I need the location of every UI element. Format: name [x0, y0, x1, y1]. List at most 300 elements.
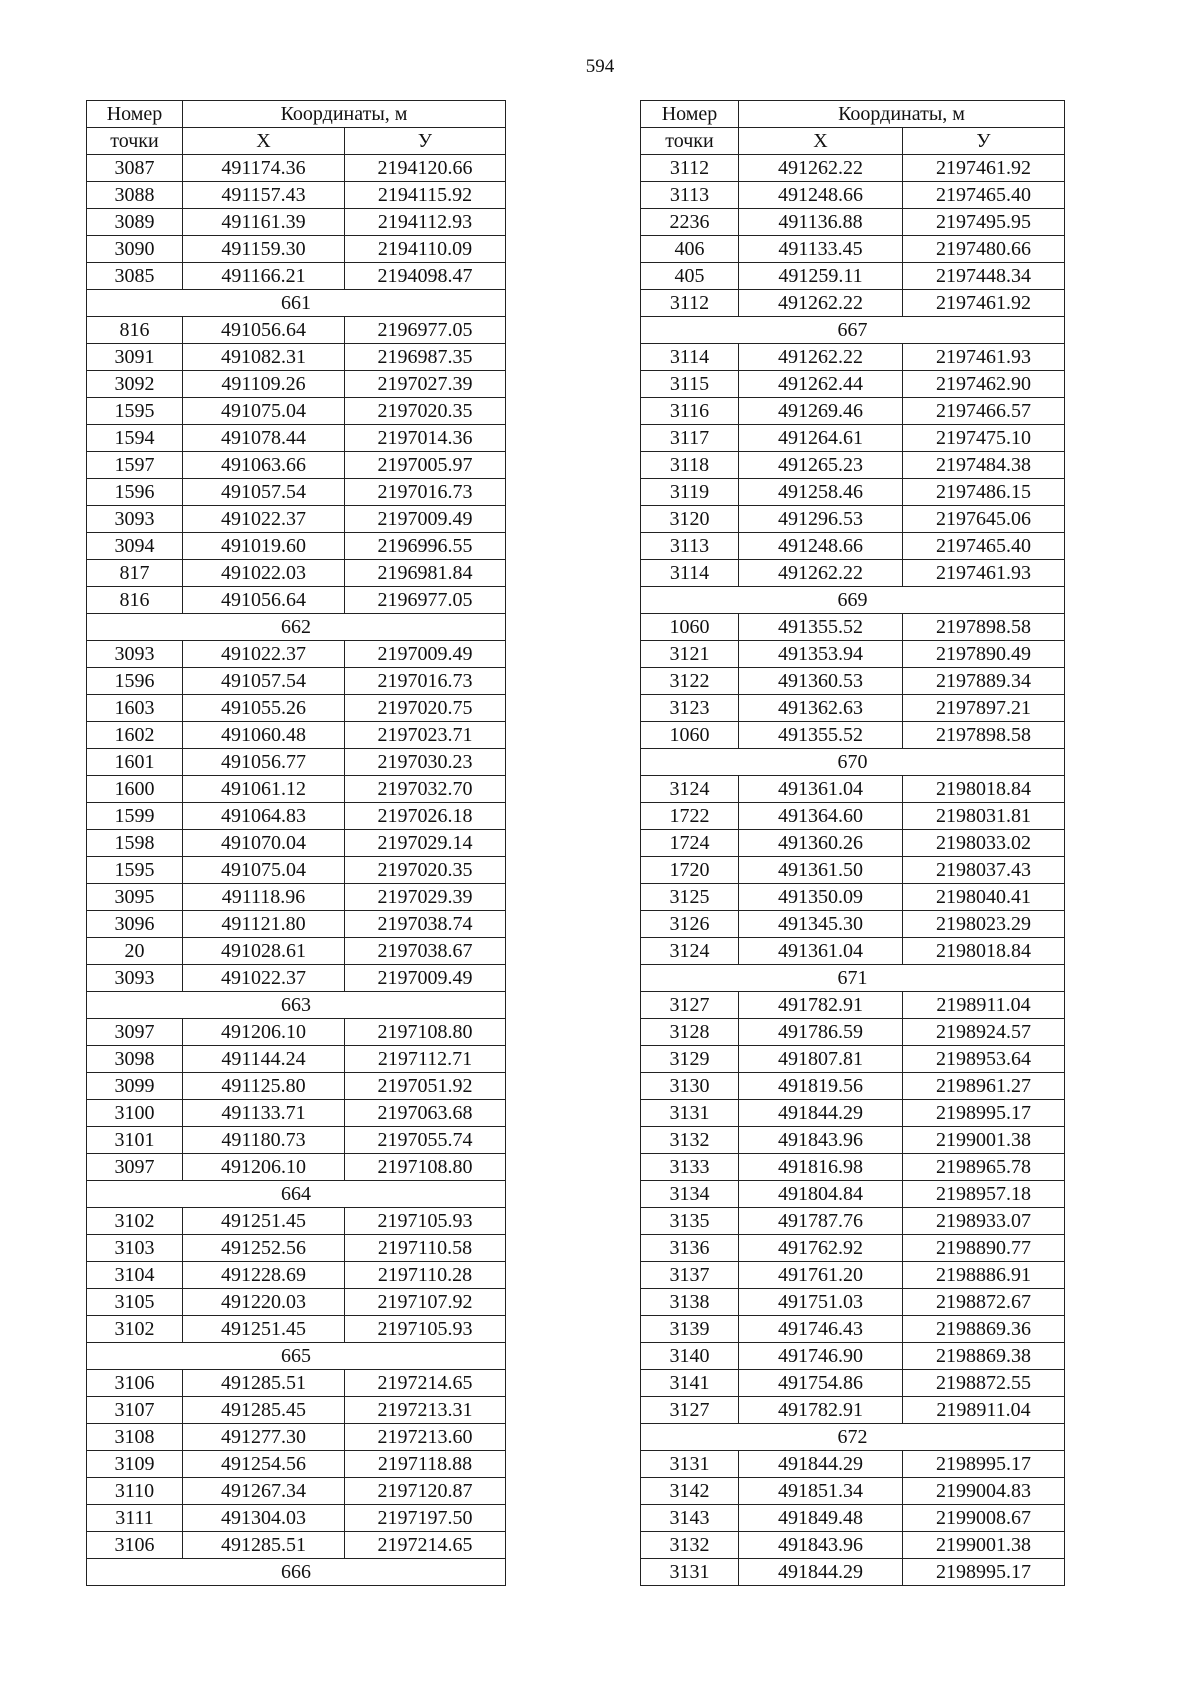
x-coordinate-cell: 491159.30: [183, 236, 345, 263]
point-number-cell: 1060: [641, 614, 739, 641]
point-number-cell: 1600: [87, 776, 183, 803]
section-row: [87, 290, 506, 317]
point-number-cell: 1598: [87, 830, 183, 857]
x-coordinate-cell: 491180.73: [183, 1127, 345, 1154]
y-coordinate-cell: 2197461.93: [903, 344, 1065, 371]
y-coordinate-cell: 2197108.80: [345, 1154, 506, 1181]
point-number-cell: 3130: [641, 1073, 739, 1100]
table-row: [641, 1370, 1065, 1397]
section-number: 663: [87, 992, 506, 1019]
y-coordinate-cell: 2199001.38: [903, 1127, 1065, 1154]
y-coordinate-cell: 2197898.58: [903, 614, 1065, 641]
y-coordinate-cell: 2197214.65: [345, 1370, 506, 1397]
point-number-cell: 3124: [641, 938, 739, 965]
y-coordinate-cell: 2197108.80: [345, 1019, 506, 1046]
x-coordinate-cell: 491028.61: [183, 938, 345, 965]
table-row: [87, 1451, 506, 1478]
y-coordinate-cell: 2198911.04: [903, 1397, 1065, 1424]
y-coordinate-cell: 2198869.36: [903, 1316, 1065, 1343]
point-number-cell: 3094: [87, 533, 183, 560]
x-coordinate-cell: 491022.37: [183, 506, 345, 533]
section-number: 670: [641, 749, 1065, 776]
y-coordinate-cell: 2196977.05: [345, 317, 506, 344]
point-number-cell: 3123: [641, 695, 739, 722]
y-coordinate-cell: 2197461.92: [903, 290, 1065, 317]
y-coordinate-cell: 2198995.17: [903, 1100, 1065, 1127]
header-x: Х: [183, 128, 345, 155]
x-coordinate-cell: 491816.98: [739, 1154, 903, 1181]
table-row: [87, 1100, 506, 1127]
point-number-cell: 20: [87, 938, 183, 965]
y-coordinate-cell: 2197213.31: [345, 1397, 506, 1424]
x-coordinate-cell: 491360.53: [739, 668, 903, 695]
table-row: [641, 1478, 1065, 1505]
point-number-cell: 3121: [641, 641, 739, 668]
point-number-cell: 3133: [641, 1154, 739, 1181]
point-number-cell: 3092: [87, 371, 183, 398]
y-coordinate-cell: 2197038.74: [345, 911, 506, 938]
header-y: У: [345, 128, 506, 155]
x-coordinate-cell: 491109.26: [183, 371, 345, 398]
x-coordinate-cell: 491304.03: [183, 1505, 345, 1532]
y-coordinate-cell: 2197016.73: [345, 479, 506, 506]
table-row: [641, 884, 1065, 911]
x-coordinate-cell: 491844.29: [739, 1100, 903, 1127]
x-coordinate-cell: 491762.92: [739, 1235, 903, 1262]
point-number-cell: 3143: [641, 1505, 739, 1532]
y-coordinate-cell: 2197020.35: [345, 398, 506, 425]
y-coordinate-cell: 2197486.15: [903, 479, 1065, 506]
y-coordinate-cell: 2197032.70: [345, 776, 506, 803]
table-row: [87, 1370, 506, 1397]
y-coordinate-cell: 2197465.40: [903, 182, 1065, 209]
table-row: [641, 1235, 1065, 1262]
table-row: [641, 1397, 1065, 1424]
y-coordinate-cell: 2198023.29: [903, 911, 1065, 938]
point-number-cell: 1595: [87, 398, 183, 425]
point-number-cell: 3127: [641, 992, 739, 1019]
x-coordinate-cell: 491754.86: [739, 1370, 903, 1397]
y-coordinate-cell: 2198872.67: [903, 1289, 1065, 1316]
x-coordinate-cell: 491804.84: [739, 1181, 903, 1208]
table-row: [641, 452, 1065, 479]
x-coordinate-cell: 491843.96: [739, 1532, 903, 1559]
point-number-cell: 3105: [87, 1289, 183, 1316]
x-coordinate-cell: 491350.09: [739, 884, 903, 911]
y-coordinate-cell: 2199004.83: [903, 1478, 1065, 1505]
table-row: [641, 1262, 1065, 1289]
section-row: [641, 317, 1065, 344]
x-coordinate-cell: 491056.77: [183, 749, 345, 776]
x-coordinate-cell: 491360.26: [739, 830, 903, 857]
x-coordinate-cell: 491259.11: [739, 263, 903, 290]
page-number: 594: [585, 56, 615, 77]
point-number-cell: 3131: [641, 1559, 739, 1586]
table-row: [87, 425, 506, 452]
table-row: [87, 668, 506, 695]
y-coordinate-cell: 2197029.14: [345, 830, 506, 857]
table-row: [87, 1289, 506, 1316]
header-y: У: [903, 128, 1065, 155]
x-coordinate-cell: 491174.36: [183, 155, 345, 182]
point-number-cell: 3135: [641, 1208, 739, 1235]
y-coordinate-cell: 2197029.39: [345, 884, 506, 911]
table-row: [87, 344, 506, 371]
table-row: [87, 263, 506, 290]
x-coordinate-cell: 491075.04: [183, 398, 345, 425]
y-coordinate-cell: 2197009.49: [345, 965, 506, 992]
section-row: [641, 965, 1065, 992]
point-number-cell: 1596: [87, 479, 183, 506]
section-row: [87, 1559, 506, 1586]
point-number-cell: 3112: [641, 155, 739, 182]
x-coordinate-cell: 491022.37: [183, 641, 345, 668]
x-coordinate-cell: 491136.88: [739, 209, 903, 236]
point-number-cell: 1602: [87, 722, 183, 749]
point-number-cell: 3095: [87, 884, 183, 911]
section-row: [87, 1181, 506, 1208]
table-row: [87, 182, 506, 209]
table-row: [641, 263, 1065, 290]
y-coordinate-cell: 2196987.35: [345, 344, 506, 371]
x-coordinate-cell: 491782.91: [739, 1397, 903, 1424]
point-number-cell: 3131: [641, 1451, 739, 1478]
y-coordinate-cell: 2199001.38: [903, 1532, 1065, 1559]
x-coordinate-cell: 491262.44: [739, 371, 903, 398]
section-number: 669: [641, 587, 1065, 614]
table-row: [87, 371, 506, 398]
x-coordinate-cell: 491761.20: [739, 1262, 903, 1289]
x-coordinate-cell: 491082.31: [183, 344, 345, 371]
x-coordinate-cell: 491296.53: [739, 506, 903, 533]
table-row: [641, 1208, 1065, 1235]
point-number-cell: 3126: [641, 911, 739, 938]
table-row: [641, 1100, 1065, 1127]
table-row: [87, 803, 506, 830]
x-coordinate-cell: 491262.22: [739, 290, 903, 317]
section-row: [641, 1424, 1065, 1451]
x-coordinate-cell: 491787.76: [739, 1208, 903, 1235]
y-coordinate-cell: 2197016.73: [345, 668, 506, 695]
table-row: [87, 1019, 506, 1046]
y-coordinate-cell: 2197107.92: [345, 1289, 506, 1316]
section-number: 672: [641, 1424, 1065, 1451]
point-number-cell: 3128: [641, 1019, 739, 1046]
y-coordinate-cell: 2194110.09: [345, 236, 506, 263]
table-row: [641, 425, 1065, 452]
x-coordinate-cell: 491285.45: [183, 1397, 345, 1424]
x-coordinate-cell: 491063.66: [183, 452, 345, 479]
table-row: [641, 1343, 1065, 1370]
table-row: [87, 938, 506, 965]
table-row: [641, 641, 1065, 668]
section-number: 666: [87, 1559, 506, 1586]
point-number-cell: 3117: [641, 425, 739, 452]
header-point-number: Номер: [641, 101, 739, 128]
table-row: [87, 398, 506, 425]
point-number-cell: 3132: [641, 1127, 739, 1154]
coordinates-table-right: [640, 100, 1065, 1586]
x-coordinate-cell: 491060.48: [183, 722, 345, 749]
table-row: [641, 182, 1065, 209]
y-coordinate-cell: 2197897.21: [903, 695, 1065, 722]
x-coordinate-cell: 491844.29: [739, 1559, 903, 1586]
y-coordinate-cell: 2197213.60: [345, 1424, 506, 1451]
section-number: 662: [87, 614, 506, 641]
point-number-cell: 1599: [87, 803, 183, 830]
x-coordinate-cell: 491056.64: [183, 587, 345, 614]
table-row: [87, 911, 506, 938]
y-coordinate-cell: 2198031.81: [903, 803, 1065, 830]
x-coordinate-cell: 491248.66: [739, 533, 903, 560]
point-number-cell: 3136: [641, 1235, 739, 1262]
table-row: [87, 830, 506, 857]
y-coordinate-cell: 2197898.58: [903, 722, 1065, 749]
y-coordinate-cell: 2198018.84: [903, 938, 1065, 965]
point-number-cell: 3100: [87, 1100, 183, 1127]
y-coordinate-cell: 2198886.91: [903, 1262, 1065, 1289]
point-number-cell: 3098: [87, 1046, 183, 1073]
table-row: [641, 155, 1065, 182]
x-coordinate-cell: 491078.44: [183, 425, 345, 452]
point-number-cell: 816: [87, 317, 183, 344]
table-row: [641, 209, 1065, 236]
table-row: [641, 857, 1065, 884]
point-number-cell: 3113: [641, 533, 739, 560]
point-number-cell: 1594: [87, 425, 183, 452]
y-coordinate-cell: 2197484.38: [903, 452, 1065, 479]
x-coordinate-cell: 491258.46: [739, 479, 903, 506]
y-coordinate-cell: 2197645.06: [903, 506, 1065, 533]
table-row: [641, 560, 1065, 587]
point-number-cell: 1060: [641, 722, 739, 749]
x-coordinate-cell: 491849.48: [739, 1505, 903, 1532]
y-coordinate-cell: 2199008.67: [903, 1505, 1065, 1532]
point-number-cell: 3093: [87, 641, 183, 668]
table-row: [641, 1532, 1065, 1559]
point-number-cell: 3137: [641, 1262, 739, 1289]
table-row: [87, 236, 506, 263]
y-coordinate-cell: 2197461.92: [903, 155, 1065, 182]
table-row: [641, 236, 1065, 263]
x-coordinate-cell: 491355.52: [739, 614, 903, 641]
y-coordinate-cell: 2197112.71: [345, 1046, 506, 1073]
x-coordinate-cell: 491353.94: [739, 641, 903, 668]
x-coordinate-cell: 491022.03: [183, 560, 345, 587]
point-number-cell: 3134: [641, 1181, 739, 1208]
x-coordinate-cell: 491751.03: [739, 1289, 903, 1316]
x-coordinate-cell: 491746.43: [739, 1316, 903, 1343]
y-coordinate-cell: 2196981.84: [345, 560, 506, 587]
y-coordinate-cell: 2197105.93: [345, 1208, 506, 1235]
y-coordinate-cell: 2197461.93: [903, 560, 1065, 587]
table-row: [641, 695, 1065, 722]
table-row: [87, 209, 506, 236]
table-row: [641, 344, 1065, 371]
table-row: [87, 1262, 506, 1289]
table-row: [87, 695, 506, 722]
y-coordinate-cell: 2198965.78: [903, 1154, 1065, 1181]
table-row: [87, 155, 506, 182]
point-number-cell: 3104: [87, 1262, 183, 1289]
x-coordinate-cell: 491161.39: [183, 209, 345, 236]
x-coordinate-cell: 491807.81: [739, 1046, 903, 1073]
y-coordinate-cell: 2197014.36: [345, 425, 506, 452]
table-row: [87, 1046, 506, 1073]
table-row: [641, 614, 1065, 641]
table-row: [641, 938, 1065, 965]
y-coordinate-cell: 2196996.55: [345, 533, 506, 560]
point-number-cell: 3093: [87, 965, 183, 992]
point-number-cell: 1603: [87, 695, 183, 722]
table-row: [641, 1559, 1065, 1586]
y-coordinate-cell: 2197465.40: [903, 533, 1065, 560]
point-number-cell: 3113: [641, 182, 739, 209]
x-coordinate-cell: 491254.56: [183, 1451, 345, 1478]
table-row: [641, 479, 1065, 506]
point-number-cell: 3125: [641, 884, 739, 911]
x-coordinate-cell: 491019.60: [183, 533, 345, 560]
x-coordinate-cell: 491206.10: [183, 1019, 345, 1046]
table-row: [641, 1127, 1065, 1154]
x-coordinate-cell: 491070.04: [183, 830, 345, 857]
header-point-number: Номер: [87, 101, 183, 128]
point-number-cell: 3127: [641, 1397, 739, 1424]
y-coordinate-cell: 2197197.50: [345, 1505, 506, 1532]
point-number-cell: 817: [87, 560, 183, 587]
y-coordinate-cell: 2197462.90: [903, 371, 1065, 398]
y-coordinate-cell: 2198037.43: [903, 857, 1065, 884]
point-number-cell: 3085: [87, 263, 183, 290]
y-coordinate-cell: 2198040.41: [903, 884, 1065, 911]
table-row: [641, 1289, 1065, 1316]
table-row: [87, 1316, 506, 1343]
point-number-cell: 3106: [87, 1370, 183, 1397]
y-coordinate-cell: 2197110.28: [345, 1262, 506, 1289]
y-coordinate-cell: 2197105.93: [345, 1316, 506, 1343]
point-number-cell: 3088: [87, 182, 183, 209]
x-coordinate-cell: 491056.64: [183, 317, 345, 344]
x-coordinate-cell: 491262.22: [739, 560, 903, 587]
x-coordinate-cell: 491251.45: [183, 1316, 345, 1343]
x-coordinate-cell: 491228.69: [183, 1262, 345, 1289]
y-coordinate-cell: 2198995.17: [903, 1559, 1065, 1586]
x-coordinate-cell: 491265.23: [739, 452, 903, 479]
point-number-cell: 405: [641, 263, 739, 290]
table-row: [641, 803, 1065, 830]
point-number-cell: 3118: [641, 452, 739, 479]
x-coordinate-cell: 491262.22: [739, 344, 903, 371]
y-coordinate-cell: 2197009.49: [345, 506, 506, 533]
x-coordinate-cell: 491061.12: [183, 776, 345, 803]
table-row: [87, 1478, 506, 1505]
x-coordinate-cell: 491844.29: [739, 1451, 903, 1478]
y-coordinate-cell: 2197214.65: [345, 1532, 506, 1559]
x-coordinate-cell: 491361.04: [739, 776, 903, 803]
y-coordinate-cell: 2198953.64: [903, 1046, 1065, 1073]
table-row: [641, 1505, 1065, 1532]
y-coordinate-cell: 2194120.66: [345, 155, 506, 182]
x-coordinate-cell: 491782.91: [739, 992, 903, 1019]
table-row: [87, 776, 506, 803]
y-coordinate-cell: 2197020.75: [345, 695, 506, 722]
section-row: [641, 749, 1065, 776]
table-row: [87, 587, 506, 614]
point-number-cell: 3087: [87, 155, 183, 182]
x-coordinate-cell: 491144.24: [183, 1046, 345, 1073]
x-coordinate-cell: 491746.90: [739, 1343, 903, 1370]
y-coordinate-cell: 2197005.97: [345, 452, 506, 479]
y-coordinate-cell: 2198924.57: [903, 1019, 1065, 1046]
point-number-cell: 1720: [641, 857, 739, 884]
table-row: [641, 776, 1065, 803]
y-coordinate-cell: 2197495.95: [903, 209, 1065, 236]
point-number-cell: 3101: [87, 1127, 183, 1154]
x-coordinate-cell: 491133.71: [183, 1100, 345, 1127]
section-row: [87, 614, 506, 641]
point-number-cell: 3138: [641, 1289, 739, 1316]
y-coordinate-cell: 2198018.84: [903, 776, 1065, 803]
table-row: [87, 317, 506, 344]
x-coordinate-cell: 491267.34: [183, 1478, 345, 1505]
point-number-cell: 3115: [641, 371, 739, 398]
point-number-cell: 3109: [87, 1451, 183, 1478]
y-coordinate-cell: 2197051.92: [345, 1073, 506, 1100]
table-row: [641, 1451, 1065, 1478]
point-number-cell: 1595: [87, 857, 183, 884]
y-coordinate-cell: 2197889.34: [903, 668, 1065, 695]
x-coordinate-cell: 491355.52: [739, 722, 903, 749]
y-coordinate-cell: 2197466.57: [903, 398, 1065, 425]
y-coordinate-cell: 2197023.71: [345, 722, 506, 749]
y-coordinate-cell: 2197038.67: [345, 938, 506, 965]
point-number-cell: 3132: [641, 1532, 739, 1559]
point-number-cell: 3089: [87, 209, 183, 236]
x-coordinate-cell: 491220.03: [183, 1289, 345, 1316]
table-row: [641, 1019, 1065, 1046]
x-coordinate-cell: 491022.37: [183, 965, 345, 992]
section-number: 671: [641, 965, 1065, 992]
table-row: [87, 479, 506, 506]
header-x: Х: [739, 128, 903, 155]
x-coordinate-cell: 491248.66: [739, 182, 903, 209]
point-number-cell: 1722: [641, 803, 739, 830]
header-coordinates: Координаты, м: [183, 101, 506, 128]
x-coordinate-cell: 491262.22: [739, 155, 903, 182]
table-row: [641, 1316, 1065, 1343]
y-coordinate-cell: 2198933.07: [903, 1208, 1065, 1235]
x-coordinate-cell: 491157.43: [183, 182, 345, 209]
y-coordinate-cell: 2197063.68: [345, 1100, 506, 1127]
x-coordinate-cell: 491118.96: [183, 884, 345, 911]
point-number-cell: 3142: [641, 1478, 739, 1505]
table-row: [87, 1397, 506, 1424]
point-number-cell: 3099: [87, 1073, 183, 1100]
point-number-cell: 3106: [87, 1532, 183, 1559]
point-number-cell: 1597: [87, 452, 183, 479]
point-number-cell: 3122: [641, 668, 739, 695]
y-coordinate-cell: 2197475.10: [903, 425, 1065, 452]
table-row: [87, 560, 506, 587]
point-number-cell: 3124: [641, 776, 739, 803]
y-coordinate-cell: 2197055.74: [345, 1127, 506, 1154]
y-coordinate-cell: 2198957.18: [903, 1181, 1065, 1208]
x-coordinate-cell: 491064.83: [183, 803, 345, 830]
x-coordinate-cell: 491125.80: [183, 1073, 345, 1100]
point-number-cell: 3102: [87, 1316, 183, 1343]
y-coordinate-cell: 2198869.38: [903, 1343, 1065, 1370]
point-number-cell: 3140: [641, 1343, 739, 1370]
